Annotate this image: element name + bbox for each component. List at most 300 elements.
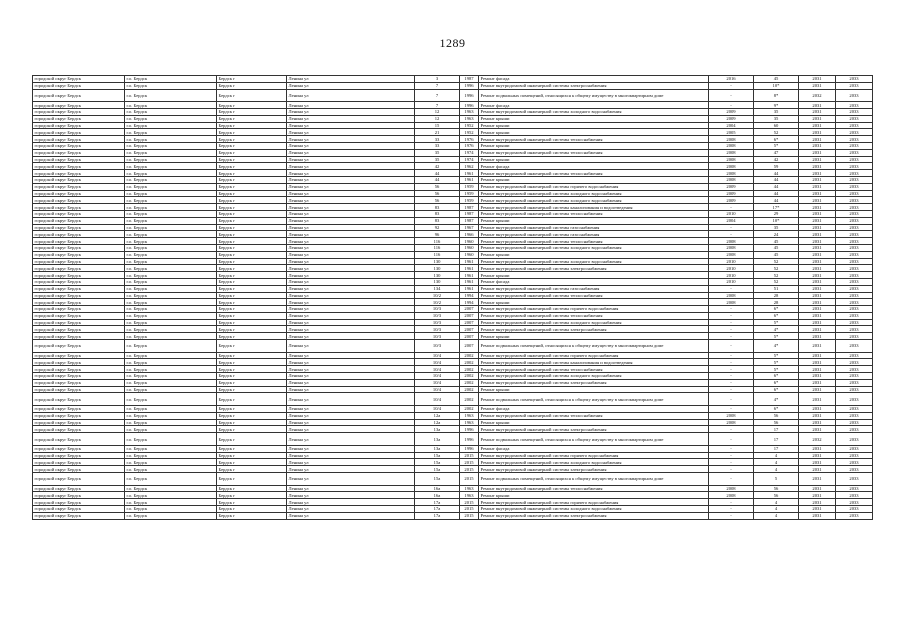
street-cell: Ленина ул bbox=[287, 426, 415, 433]
last-repair-year-cell: - bbox=[709, 306, 754, 313]
year-built-cell: 1959 bbox=[460, 197, 479, 204]
last-repair-year-cell: - bbox=[709, 499, 754, 506]
house-number-cell: 10/4 bbox=[415, 393, 460, 406]
street-cell: Ленина ул bbox=[287, 366, 415, 373]
settlement-cell: г.о. Бердск bbox=[125, 373, 217, 380]
wear-percent-cell: 59 bbox=[754, 163, 799, 170]
municipality-cell: городской округ Бердск bbox=[33, 452, 125, 459]
municipality-cell: городской округ Бердск bbox=[33, 352, 125, 359]
street-cell: Ленина ул bbox=[287, 251, 415, 258]
work-type-cell: Ремонт внутридомовой инженерной системы холодного водоснабжения bbox=[479, 373, 709, 380]
locality-cell: Бердск г bbox=[217, 386, 287, 393]
settlement-cell: г.о. Бердск bbox=[125, 278, 217, 285]
plan-end-year-cell: 2033 bbox=[836, 170, 873, 177]
work-type-cell: Ремонт внутридомовой инженерной системы электроснабжения bbox=[479, 265, 709, 272]
last-repair-year-cell: 2008 bbox=[709, 238, 754, 245]
year-built-cell: 1987 bbox=[460, 76, 479, 83]
plan-end-year-cell: 2033 bbox=[836, 142, 873, 149]
locality-cell: Бердск г bbox=[217, 306, 287, 313]
locality-cell: Бердск г bbox=[217, 272, 287, 279]
table-row bbox=[33, 433, 873, 446]
work-type-cell: Ремонт внутридомовой инженерной системы холодного водоснабжения bbox=[479, 108, 709, 115]
wear-percent-cell: 5* bbox=[754, 366, 799, 373]
wear-percent-cell: 4 bbox=[754, 452, 799, 459]
street-cell: Ленина ул bbox=[287, 258, 415, 265]
plan-start-year-cell: 2031 bbox=[799, 156, 836, 163]
last-repair-year-cell: - bbox=[709, 204, 754, 211]
house-number-cell: 21 bbox=[415, 129, 460, 136]
plan-end-year-cell: 2033 bbox=[836, 76, 873, 83]
street-cell: Ленина ул bbox=[287, 499, 415, 506]
work-type-cell: Ремонт крыши bbox=[479, 115, 709, 122]
work-type-cell: Ремонт крыши bbox=[479, 492, 709, 499]
settlement-cell: г.о. Бердск bbox=[125, 142, 217, 149]
house-number-cell: 10/4 bbox=[415, 366, 460, 373]
work-type-cell: Ремонт внутридомовой инженерной системы теплоснабжения bbox=[479, 292, 709, 299]
municipality-cell: городской округ Бердск bbox=[33, 115, 125, 122]
house-number-cell: 10/3 bbox=[415, 312, 460, 319]
work-type-cell: Ремонт внутридомовой инженерной системы электроснабжения bbox=[479, 326, 709, 333]
year-built-cell: 1961 bbox=[460, 272, 479, 279]
plan-start-year-cell: 2031 bbox=[799, 108, 836, 115]
municipality-cell: городской округ Бердск bbox=[33, 492, 125, 499]
last-repair-year-cell: 2008 bbox=[709, 149, 754, 156]
year-built-cell: 1996 bbox=[460, 445, 479, 452]
last-repair-year-cell: - bbox=[709, 333, 754, 340]
wear-percent-cell: 45 bbox=[754, 244, 799, 251]
year-built-cell: 1963 bbox=[460, 108, 479, 115]
plan-end-year-cell: 2033 bbox=[836, 149, 873, 156]
year-built-cell: 1987 bbox=[460, 217, 479, 224]
plan-end-year-cell: 2033 bbox=[836, 312, 873, 319]
plan-start-year-cell: 2031 bbox=[799, 183, 836, 190]
municipality-cell: городской округ Бердск bbox=[33, 445, 125, 452]
year-built-cell: 1994 bbox=[460, 299, 479, 306]
settlement-cell: г.о. Бердск bbox=[125, 492, 217, 499]
year-built-cell: 2007 bbox=[460, 333, 479, 340]
locality-cell: Бердск г bbox=[217, 244, 287, 251]
year-built-cell: 1963 bbox=[460, 115, 479, 122]
work-type-cell: Ремонт внутридомовой инженерной системы горячего водоснабжения bbox=[479, 452, 709, 459]
year-built-cell: 2002 bbox=[460, 406, 479, 413]
last-repair-year-cell: 2010 bbox=[709, 265, 754, 272]
last-repair-year-cell: - bbox=[709, 231, 754, 238]
table-row bbox=[33, 292, 873, 299]
street-cell: Ленина ул bbox=[287, 492, 415, 499]
locality-cell: Бердск г bbox=[217, 406, 287, 413]
locality-cell: Бердск г bbox=[217, 122, 287, 129]
last-repair-year-cell: - bbox=[709, 340, 754, 353]
wear-percent-cell: 6* bbox=[754, 379, 799, 386]
table-row bbox=[33, 231, 873, 238]
work-type-cell: Ремонт внутридомовой инженерной системы холодного водоснабжения bbox=[479, 459, 709, 466]
locality-cell: Бердск г bbox=[217, 149, 287, 156]
street-cell: Ленина ул bbox=[287, 204, 415, 211]
settlement-cell: г.о. Бердск bbox=[125, 251, 217, 258]
table-row bbox=[33, 373, 873, 380]
municipality-cell: городской округ Бердск bbox=[33, 412, 125, 419]
municipality-cell: городской округ Бердск bbox=[33, 156, 125, 163]
settlement-cell: г.о. Бердск bbox=[125, 326, 217, 333]
wear-percent-cell: 8* bbox=[754, 89, 799, 102]
municipality-cell: городской округ Бердск bbox=[33, 190, 125, 197]
settlement-cell: г.о. Бердск bbox=[125, 306, 217, 313]
table-row bbox=[33, 499, 873, 506]
year-built-cell: 2015 bbox=[460, 452, 479, 459]
plan-start-year-cell: 2031 bbox=[799, 366, 836, 373]
settlement-cell: г.о. Бердск bbox=[125, 265, 217, 272]
year-built-cell: 2015 bbox=[460, 506, 479, 513]
plan-end-year-cell: 2033 bbox=[836, 406, 873, 413]
plan-end-year-cell: 2033 bbox=[836, 466, 873, 473]
plan-end-year-cell: 2033 bbox=[836, 292, 873, 299]
last-repair-year-cell: - bbox=[709, 373, 754, 380]
year-built-cell: 1962 bbox=[460, 163, 479, 170]
plan-start-year-cell: 2031 bbox=[799, 251, 836, 258]
locality-cell: Бердск г bbox=[217, 452, 287, 459]
last-repair-year-cell: - bbox=[709, 406, 754, 413]
table-row bbox=[33, 412, 873, 419]
settlement-cell: г.о. Бердск bbox=[125, 244, 217, 251]
plan-end-year-cell: 2033 bbox=[836, 204, 873, 211]
wear-percent-cell: 60 bbox=[754, 122, 799, 129]
wear-percent-cell: 45 bbox=[754, 238, 799, 245]
plan-start-year-cell: 2031 bbox=[799, 190, 836, 197]
work-type-cell: Ремонт внутридомовой инженерной системы газоснабжения bbox=[479, 224, 709, 231]
year-built-cell: 1963 bbox=[460, 492, 479, 499]
table-row bbox=[33, 102, 873, 109]
table-row bbox=[33, 190, 873, 197]
street-cell: Ленина ул bbox=[287, 312, 415, 319]
table-row bbox=[33, 176, 873, 183]
house-number-cell: 15а bbox=[415, 466, 460, 473]
house-number-cell: 10/3 bbox=[415, 333, 460, 340]
locality-cell: Бердск г bbox=[217, 340, 287, 353]
table-row bbox=[33, 419, 873, 426]
house-number-cell: 130 bbox=[415, 272, 460, 279]
house-number-cell: 92 bbox=[415, 224, 460, 231]
locality-cell: Бердск г bbox=[217, 426, 287, 433]
work-type-cell: Ремонт внутридомовой инженерной системы холодного водоснабжения bbox=[479, 244, 709, 251]
table-row bbox=[33, 272, 873, 279]
last-repair-year-cell: 2009 bbox=[709, 108, 754, 115]
plan-end-year-cell: 2033 bbox=[836, 176, 873, 183]
table-row bbox=[33, 149, 873, 156]
year-built-cell: 2007 bbox=[460, 326, 479, 333]
wear-percent-cell: 45 bbox=[754, 76, 799, 83]
table-row bbox=[33, 359, 873, 366]
locality-cell: Бердск г bbox=[217, 299, 287, 306]
locality-cell: Бердск г bbox=[217, 176, 287, 183]
plan-end-year-cell: 2033 bbox=[836, 82, 873, 89]
table-row bbox=[33, 393, 873, 406]
street-cell: Ленина ул bbox=[287, 244, 415, 251]
plan-start-year-cell: 2031 bbox=[799, 492, 836, 499]
settlement-cell: г.о. Бердск bbox=[125, 231, 217, 238]
municipality-cell: городской округ Бердск bbox=[33, 129, 125, 136]
locality-cell: Бердск г bbox=[217, 393, 287, 406]
house-number-cell: 44 bbox=[415, 176, 460, 183]
street-cell: Ленина ул bbox=[287, 89, 415, 102]
wear-percent-cell: 6* bbox=[754, 312, 799, 319]
locality-cell: Бердск г bbox=[217, 197, 287, 204]
locality-cell: Бердск г bbox=[217, 142, 287, 149]
table-row bbox=[33, 204, 873, 211]
street-cell: Ленина ул bbox=[287, 142, 415, 149]
last-repair-year-cell: 2016 bbox=[709, 76, 754, 83]
plan-end-year-cell: 2033 bbox=[836, 366, 873, 373]
last-repair-year-cell: - bbox=[709, 433, 754, 446]
street-cell: Ленина ул bbox=[287, 190, 415, 197]
municipality-cell: городской округ Бердск bbox=[33, 386, 125, 393]
house-number-cell: 83 bbox=[415, 217, 460, 224]
plan-start-year-cell: 2031 bbox=[799, 445, 836, 452]
municipality-cell: городской округ Бердск bbox=[33, 466, 125, 473]
table-row bbox=[33, 224, 873, 231]
municipality-cell: городской округ Бердск bbox=[33, 231, 125, 238]
street-cell: Ленина ул bbox=[287, 176, 415, 183]
wear-percent-cell: 56 bbox=[754, 419, 799, 426]
work-type-cell: Ремонт крыши bbox=[479, 386, 709, 393]
street-cell: Ленина ул bbox=[287, 359, 415, 366]
settlement-cell: г.о. Бердск bbox=[125, 285, 217, 292]
settlement-cell: г.о. Бердск bbox=[125, 512, 217, 519]
plan-start-year-cell: 2031 bbox=[799, 485, 836, 492]
last-repair-year-cell: 2009 bbox=[709, 183, 754, 190]
year-built-cell: 2002 bbox=[460, 393, 479, 406]
work-type-cell: Ремонт крыши bbox=[479, 299, 709, 306]
work-type-cell: Ремонт фасада bbox=[479, 76, 709, 83]
settlement-cell: г.о. Бердск bbox=[125, 485, 217, 492]
work-type-cell: Ремонт подвальных помещений, относящихся к общему имуществу в многоквартирном доме bbox=[479, 433, 709, 446]
plan-end-year-cell: 2033 bbox=[836, 485, 873, 492]
last-repair-year-cell: 2008 bbox=[709, 176, 754, 183]
plan-end-year-cell: 2033 bbox=[836, 183, 873, 190]
locality-cell: Бердск г bbox=[217, 136, 287, 143]
plan-end-year-cell: 2033 bbox=[836, 492, 873, 499]
house-number-cell: 13а bbox=[415, 445, 460, 452]
plan-end-year-cell: 2033 bbox=[836, 326, 873, 333]
plan-start-year-cell: 2031 bbox=[799, 333, 836, 340]
work-type-cell: Ремонт внутридомовой инженерной системы горячего водоснабжения bbox=[479, 499, 709, 506]
wear-percent-cell: 5* bbox=[754, 319, 799, 326]
house-number-cell: 17а bbox=[415, 506, 460, 513]
last-repair-year-cell: 2008 bbox=[709, 299, 754, 306]
locality-cell: Бердск г bbox=[217, 352, 287, 359]
plan-start-year-cell: 2031 bbox=[799, 352, 836, 359]
table-row bbox=[33, 238, 873, 245]
plan-start-year-cell: 2031 bbox=[799, 238, 836, 245]
house-number-cell: 56 bbox=[415, 190, 460, 197]
plan-start-year-cell: 2031 bbox=[799, 499, 836, 506]
locality-cell: Бердск г bbox=[217, 485, 287, 492]
municipality-cell: городской округ Бердск bbox=[33, 197, 125, 204]
street-cell: Ленина ул bbox=[287, 115, 415, 122]
locality-cell: Бердск г bbox=[217, 499, 287, 506]
locality-cell: Бердск г bbox=[217, 190, 287, 197]
last-repair-year-cell: 2010 bbox=[709, 272, 754, 279]
house-number-cell: 12 bbox=[415, 108, 460, 115]
settlement-cell: г.о. Бердск bbox=[125, 210, 217, 217]
wear-percent-cell: 42 bbox=[754, 156, 799, 163]
street-cell: Ленина ул bbox=[287, 406, 415, 413]
wear-percent-cell: 52 bbox=[754, 129, 799, 136]
table-row bbox=[33, 170, 873, 177]
settlement-cell: г.о. Бердск bbox=[125, 359, 217, 366]
work-type-cell: Ремонт подвальных помещений, относящихся к общему имуществу в многоквартирном доме bbox=[479, 89, 709, 102]
municipality-cell: городской округ Бердск bbox=[33, 176, 125, 183]
last-repair-year-cell: - bbox=[709, 89, 754, 102]
last-repair-year-cell: - bbox=[709, 82, 754, 89]
plan-start-year-cell: 2031 bbox=[799, 163, 836, 170]
work-type-cell: Ремонт внутридомовой инженерной системы холодного водоснабжения bbox=[479, 319, 709, 326]
plan-start-year-cell: 2031 bbox=[799, 306, 836, 313]
street-cell: Ленина ул bbox=[287, 319, 415, 326]
house-number-cell: 35 bbox=[415, 149, 460, 156]
plan-end-year-cell: 2033 bbox=[836, 272, 873, 279]
last-repair-year-cell: 2008 bbox=[709, 492, 754, 499]
wear-percent-cell: 4 bbox=[754, 459, 799, 466]
municipality-cell: городской округ Бердск bbox=[33, 379, 125, 386]
locality-cell: Бердск г bbox=[217, 278, 287, 285]
settlement-cell: г.о. Бердск bbox=[125, 333, 217, 340]
table-row bbox=[33, 122, 873, 129]
street-cell: Ленина ул bbox=[287, 183, 415, 190]
year-built-cell: 2007 bbox=[460, 319, 479, 326]
municipality-cell: городской округ Бердск bbox=[33, 149, 125, 156]
plan-end-year-cell: 2033 bbox=[836, 512, 873, 519]
street-cell: Ленина ул bbox=[287, 149, 415, 156]
work-type-cell: Ремонт внутридомовой инженерной системы электроснабжения bbox=[479, 466, 709, 473]
house-number-cell: 13а bbox=[415, 433, 460, 446]
settlement-cell: г.о. Бердск bbox=[125, 82, 217, 89]
street-cell: Ленина ул bbox=[287, 452, 415, 459]
street-cell: Ленина ул bbox=[287, 485, 415, 492]
last-repair-year-cell: 2008 bbox=[709, 485, 754, 492]
last-repair-year-cell: 2004 bbox=[709, 217, 754, 224]
table-row bbox=[33, 210, 873, 217]
house-number-cell: 56 bbox=[415, 197, 460, 204]
street-cell: Ленина ул bbox=[287, 306, 415, 313]
year-built-cell: 1974 bbox=[460, 156, 479, 163]
work-type-cell: Ремонт внутридомовой инженерной системы теплоснабжения bbox=[479, 210, 709, 217]
plan-start-year-cell: 2031 bbox=[799, 136, 836, 143]
plan-start-year-cell: 2031 bbox=[799, 217, 836, 224]
plan-start-year-cell: 2031 bbox=[799, 265, 836, 272]
plan-end-year-cell: 2033 bbox=[836, 473, 873, 486]
year-built-cell: 2015 bbox=[460, 512, 479, 519]
plan-end-year-cell: 2033 bbox=[836, 156, 873, 163]
plan-start-year-cell: 2031 bbox=[799, 115, 836, 122]
table-row bbox=[33, 473, 873, 486]
house-number-cell: 116 bbox=[415, 251, 460, 258]
settlement-cell: г.о. Бердск bbox=[125, 366, 217, 373]
table-body bbox=[33, 76, 873, 520]
municipality-cell: городской округ Бердск bbox=[33, 512, 125, 519]
work-type-cell: Ремонт крыши bbox=[479, 272, 709, 279]
settlement-cell: г.о. Бердск bbox=[125, 393, 217, 406]
work-type-cell: Ремонт крыши bbox=[479, 333, 709, 340]
plan-end-year-cell: 2033 bbox=[836, 231, 873, 238]
plan-end-year-cell: 2033 bbox=[836, 238, 873, 245]
last-repair-year-cell: - bbox=[709, 379, 754, 386]
plan-start-year-cell: 2031 bbox=[799, 419, 836, 426]
plan-start-year-cell: 2031 bbox=[799, 412, 836, 419]
last-repair-year-cell: - bbox=[709, 473, 754, 486]
house-number-cell: 12 bbox=[415, 115, 460, 122]
table-row bbox=[33, 333, 873, 340]
work-type-cell: Ремонт внутридомовой инженерной системы электроснабжения bbox=[479, 379, 709, 386]
work-type-cell: Ремонт внутридомовой инженерной системы газоснабжения bbox=[479, 231, 709, 238]
plan-end-year-cell: 2033 bbox=[836, 244, 873, 251]
municipality-cell: городской округ Бердск bbox=[33, 142, 125, 149]
settlement-cell: г.о. Бердск bbox=[125, 129, 217, 136]
plan-start-year-cell: 2031 bbox=[799, 142, 836, 149]
year-built-cell: 1961 bbox=[460, 258, 479, 265]
table-row bbox=[33, 217, 873, 224]
wear-percent-cell: 44 bbox=[754, 170, 799, 177]
municipality-cell: городской округ Бердск bbox=[33, 419, 125, 426]
last-repair-year-cell: - bbox=[709, 312, 754, 319]
last-repair-year-cell: - bbox=[709, 366, 754, 373]
locality-cell: Бердск г bbox=[217, 204, 287, 211]
work-type-cell: Ремонт крыши bbox=[479, 142, 709, 149]
plan-end-year-cell: 2033 bbox=[836, 359, 873, 366]
locality-cell: Бердск г bbox=[217, 326, 287, 333]
locality-cell: Бердск г bbox=[217, 217, 287, 224]
plan-end-year-cell: 2033 bbox=[836, 285, 873, 292]
house-number-cell: 10/4 bbox=[415, 406, 460, 413]
last-repair-year-cell: - bbox=[709, 393, 754, 406]
street-cell: Ленина ул bbox=[287, 108, 415, 115]
house-number-cell: 44 bbox=[415, 170, 460, 177]
municipality-cell: городской округ Бердск bbox=[33, 473, 125, 486]
street-cell: Ленина ул bbox=[287, 459, 415, 466]
street-cell: Ленина ул bbox=[287, 419, 415, 426]
plan-start-year-cell: 2031 bbox=[799, 386, 836, 393]
last-repair-year-cell: 2008 bbox=[709, 244, 754, 251]
table-row bbox=[33, 197, 873, 204]
settlement-cell: г.о. Бердск bbox=[125, 466, 217, 473]
table-row bbox=[33, 136, 873, 143]
house-number-cell: 83 bbox=[415, 204, 460, 211]
house-number-cell: 15а bbox=[415, 452, 460, 459]
wear-percent-cell: 9* bbox=[754, 102, 799, 109]
settlement-cell: г.о. Бердск bbox=[125, 292, 217, 299]
wear-percent-cell: 45 bbox=[754, 251, 799, 258]
locality-cell: Бердск г bbox=[217, 319, 287, 326]
settlement-cell: г.о. Бердск bbox=[125, 386, 217, 393]
plan-start-year-cell: 2031 bbox=[799, 466, 836, 473]
work-type-cell: Ремонт крыши bbox=[479, 251, 709, 258]
table-row bbox=[33, 108, 873, 115]
municipality-cell: городской округ Бердск bbox=[33, 299, 125, 306]
page-number: 1289 bbox=[439, 36, 466, 50]
house-number-cell: 15а bbox=[415, 473, 460, 486]
house-number-cell: 10/4 bbox=[415, 352, 460, 359]
settlement-cell: г.о. Бердск bbox=[125, 352, 217, 359]
year-built-cell: 1996 bbox=[460, 426, 479, 433]
street-cell: Ленина ул bbox=[287, 512, 415, 519]
municipality-cell: городской округ Бердск bbox=[33, 373, 125, 380]
wear-percent-cell: 10* bbox=[754, 82, 799, 89]
municipality-cell: городской округ Бердск bbox=[33, 204, 125, 211]
municipality-cell: городской округ Бердск bbox=[33, 272, 125, 279]
settlement-cell: г.о. Бердск bbox=[125, 204, 217, 211]
street-cell: Ленина ул bbox=[287, 210, 415, 217]
settlement-cell: г.о. Бердск bbox=[125, 379, 217, 386]
house-number-cell: 10/2 bbox=[415, 299, 460, 306]
